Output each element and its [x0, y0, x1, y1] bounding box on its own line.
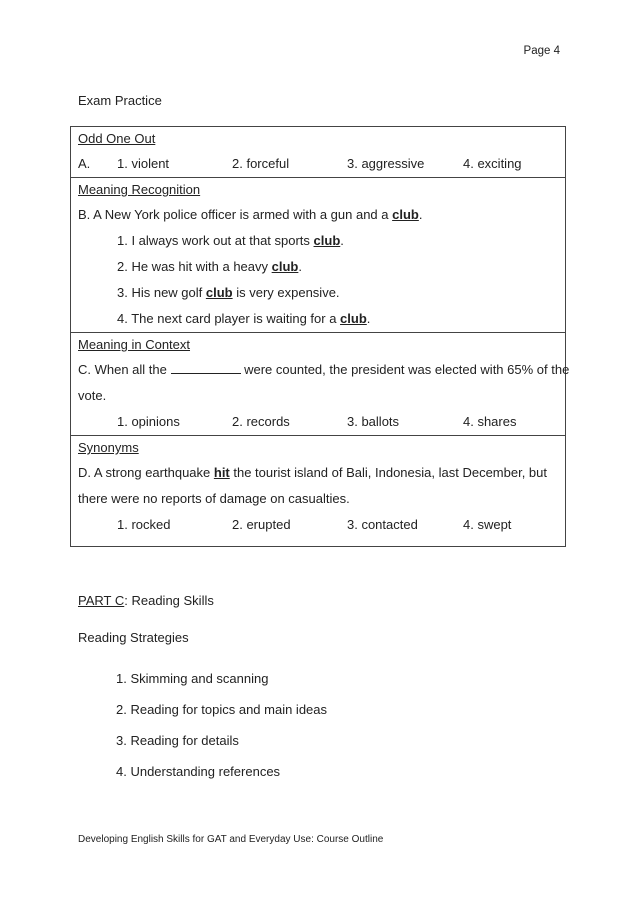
meaning-recognition-title: Meaning Recognition [78, 182, 201, 197]
question-stem: D. A strong earthquake hit the tourist island of Bali, Indonesia, last December, but [78, 465, 547, 480]
list-item: 2. Reading for topics and main ideas [116, 702, 328, 717]
option: 4. shares [463, 414, 517, 429]
page-footer: Developing English Skills for GAT and Everyday Use: Course Outline [78, 834, 384, 845]
answer-blank [171, 361, 241, 374]
keyword: club [340, 311, 367, 326]
option: 2. forceful [232, 156, 290, 171]
option-sentence: 3. His new golf club is very expensive. [117, 285, 340, 300]
option: 3. ballots [347, 414, 400, 429]
context-options [71, 409, 565, 435]
list-item: 1. Skimming and scanning [116, 671, 269, 686]
option-sentence: 2. He was hit with a heavy club. [117, 259, 302, 274]
question-stem: C. When all the were counted, the president was elected with 65% of the [78, 362, 570, 377]
keyword: club [271, 259, 299, 274]
question-stem-continued: vote. [78, 388, 107, 403]
reading-strategies-heading: Reading Strategies [78, 630, 189, 645]
page-number: Page 4 [523, 45, 560, 57]
option-sentence: 1. I always work out at that sports club. [117, 233, 344, 248]
question-stem: B. A New York police officer is armed with a gun and a club. [78, 207, 423, 222]
keyword: hit [213, 465, 230, 480]
question-stem-continued: there were no reports of damage on casualties. [78, 491, 350, 506]
synonyms-section [71, 435, 565, 538]
option: 1. opinions [117, 414, 180, 429]
meaning-in-context-section [71, 332, 570, 435]
odd-one-out-options [71, 151, 565, 177]
part-c-label: PART C [78, 593, 125, 608]
option: 3. contacted [347, 517, 418, 532]
keyword: club [392, 207, 419, 222]
option: 4. swept [463, 517, 512, 532]
odd-one-out-title: Odd One Out [78, 131, 156, 146]
option-sentence: 4. The next card player is waiting for a club. [117, 311, 371, 326]
meaning-recognition-section [71, 177, 565, 332]
exam-practice-box [70, 126, 570, 547]
part-c-heading: PART C: Reading Skills [78, 593, 214, 608]
synonyms-title: Synonyms [78, 440, 139, 455]
option: 1. violent [117, 156, 170, 171]
list-item: 3. Reading for details [116, 733, 239, 748]
keyword: club [205, 285, 233, 300]
option: 2. records [232, 414, 290, 429]
question-label: A. [78, 156, 91, 171]
synonym-options [71, 512, 565, 538]
option: 1. rocked [117, 517, 171, 532]
option: 3. aggressive [347, 156, 425, 171]
list-item: 4. Understanding references [116, 764, 281, 779]
reading-strategies-list [116, 669, 327, 793]
odd-one-out-section [71, 127, 565, 177]
keyword: club [313, 233, 341, 248]
option: 2. erupted [232, 517, 291, 532]
exam-practice-heading: Exam Practice [78, 93, 162, 108]
option: 4. exciting [463, 156, 522, 171]
meaning-in-context-title: Meaning in Context [78, 337, 191, 352]
